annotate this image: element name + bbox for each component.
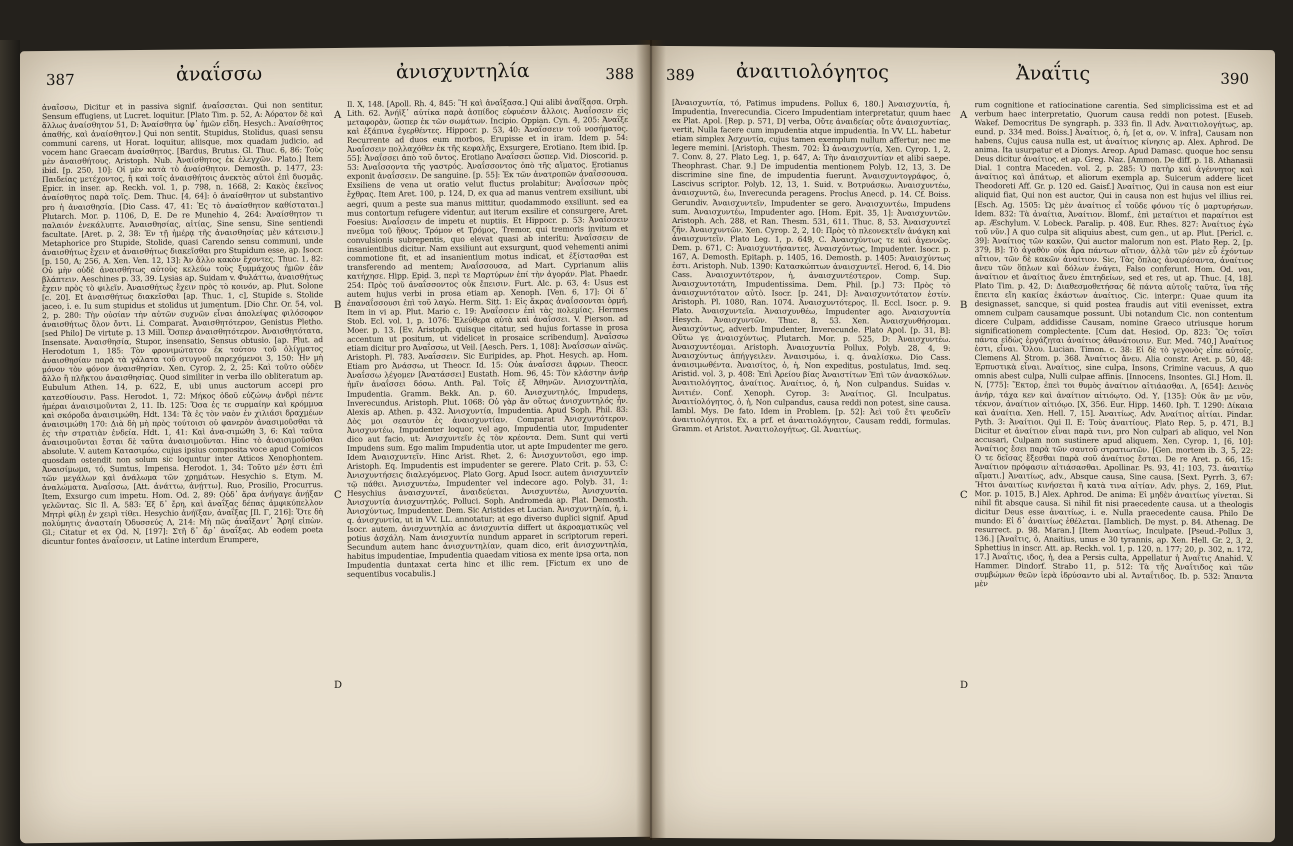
book-edge-shadow (0, 40, 20, 846)
left-page-header (46, 59, 634, 95)
margin-letter-d: D (334, 679, 343, 692)
right-column-2-text: rum cognitione et ratiocinatione carentia. Sed simplicissima est et ad verbum haec interpretatio, Quorum causa reddi non potest. [Euseb. Wakef. Democritus De syngraph. p. 333 fin. Il Adv. Ἀναιτιολογήτως, ap. eund. p. 334 med. Boiss.] Ἀναίτιος, ὁ, ἡ, [et α, ον. V. infra], Causam non habens, Cujus causa nulla est, ut ἀναίτιος κίνησις ap. Alex. Aphrod. De anima. Ita usurpatur et a Dionys. Areop. Apud Damasc. quoque hoc sensu Deus dicitur ἀναίτιος. et ap. Greg. Naz. [Ammon. De diff. p. 18. Athanasii Dial. 1 contra Maceden. vol. 2, p. 285: Ὁ πατὴρ καὶ ἀγέννητος καὶ ἀναίτιος καὶ ἀπάτωρ, et aliorum exempla ap. Suicerum addere licet Theodoreti Aff. Gr. p. 120 ed. Gaisf.] Ἀναίτιος, Qui in causa non est eiur aliquid fiat, Qui non est auctor, Qui in causa non est hujus vel illius rei. [Esch. Ag. 1505: Ὡς μὲν ἀναίτιος εἶ τοῦδε φόνου τίς ὁ μαρτυρήσων. Idem. 832: Τὰ ἀναίτια, Ἀναίτιον. Blomf., ἐπὶ μεταίτιοι et παραίτιοι est ap. Æschylum. V. Lobeck. Paralip. p. 408. Eur. Rhes. 827: Ἀναίτιος ἐγὼ τοῦ νῦν.] A quo culpa sit aliquius abest, cum gen., ut ap. Plut. [Pericl. c. 39]: Ἀναίτιος τῶν κακῶν, Qui auctor malorum non est. Plato Rep. 2, [p. 379, B]: Τὸ ἀγαθὸν οὐκ ἄρα πάντων αἴτιον, ἀλλὰ τῶν μὲν εὖ ἐχόντων αἴτιον, τῶν δὲ κακῶν ἀναίτιον. Sic, Τὰς ὅπλας ἀναιρέσαντα, ἀναίτιος ἄνευ τῶν ὅπλων καὶ δόλων ἐνάγει, Falso conferunt. Hom. Od. ναι, ἀναίτιον et ἀναίτιος ἄνευ ἐπιτηδείων, sed et res, ut ap. Thuc. [4, 18]. Plato Tim. p. 42, D: Διαθεσμοθετήσας δὲ πάντα αὐτοῖς ταῦτα, ἵνα τῆς ἔπειτα εἴη κακίας ἑκάστων ἀναίτιος. Cic. interpr.: Quae quum ita designasset, sancque, si quid postea fraudis aut vitii evenisset, extra omnem culpam causamque possunt. Ubi notandum Cic. non contentum dicere Culpam, addidisse Causam, nomine Graeco utriusque horum significationem complectente. [Cum dat. Hesiod. Op. 823: Ὃς τοῖσι πάντα εἰδὼς ἐργάζηται ἀναίτιος ἀθανάτοισιν. Eur. Med. 740.] Ἀναίτιος ἐστι, εἶναι. Ὅλου. Lucian. Timon. c. 38: Εἰ δὲ τὸ γεγονὸς εἶπε αὐτοῖς. Clemens Al. Strom. p. 368. Ἀναίτιος ἄνευ. Alia constr. Aret. p. 50, 48: Ἐρπυστικὰ εἶναι. Ἀναίτιος, sine culpa, Insons, Crimine vacuus, A quo omnis abest culpa, Nulli culpae affinis. [Innocens, Insontes. Gl.] Hom. Il. N, [775]: Ἕκτορ, ἐπεὶ τοι θυμὸς ἀναίτιον αἰτιάασθαι. Λ, [654]: Δεινὸς ἀνήρ, τάχα κεν καὶ ἀναίτιον αἰτιόῳτο. Od. Υ, [135]: Οὐκ ἂν με νῦν, τέκνον, ἀναίτιον αἰτιόῳο. [X, 356. Eur. Hipp. 1460. Iph. T. 1290: Δίκαια καὶ ἀναίτια. Xen. Hell. 7, 15]. Ἀναιτίως. Adv. Ἀναίτιος αἰτίαι. Pindar. Pyth. 3: Ἀναίτιοι. Qui Il. E: Τοὺς ἀναιτίους. Plato Rep. 5, p. 471, B.] Dicitur et ἀναίτιον εἶναι παρὰ τινι, pro Non culpari ab aliquo, vel Non accusari, Culpam non sustinere apud aliquem. Xen. Cyrop. 1, [6, 10]: Ἀναίτιος ἔσει παρὰ τῶν σαυτοῦ στρατιωτῶν. [Gen. mortem ib. 3, 5, 22: Ὁ τε δεῖσας ἔξεσθαι παρὰ σοῦ ἀναίτιος ἔσται. De re Aret. p. 66, 15: Ἀναίτιον πρόφασιν αἰτιάσασθαι. Apollinar. Ps. 93, 41; 103, 73. ἀναιτίῳ αἵματι.] Ἀναιτίως, adv., Absque causa, Sine causa. [Sext. Pyrrh. 3, 67: Ἥτοι ἀναιτίως κινήσεται ἢ κατὰ τινα αἰτίαν. Adv. phys. 2, 169, Plut. Mor. p. 1015, B.] Alex. Aphrod. De anima: Εἰ μηδὲν ἀναιτίως γίνεται. Si nihil fit absque causa. Si nihil fit nisi praecedente causa. ut a theologis dicitur Deus esse ἀναιτίως, i. e. Nulla praecedente causa. Philo De mundo: Εἰ δ᾽ ἀναιτίως ἐθέλεται. [Iamblich. De myst. p. 84. Athenag. De resurrect. p. 98. Maran.] [Item Ἀναιτίως, Inculpate. [Pseud.-Pollux 3, 136.] [Ἀναῖτις, ὁ, Anaitius, unus e 30 tyrannis, ap. Xen. Hell. Gr. 2, 3, 2. Sphettius in inscr. Att. ap. Reckh. vol. 1, p. 120, n. 177; 20, p. 302, n. 172, 17.] Ἀναΐτις, ιδος, ἡ, dea a Persis culta, Appellatur ἡ Ἀναΐτις Anahid. V. Hammer. Dindorf. Strabo 11, p. 512: Τὰ τῆς Ἀναΐτιδος καὶ τῶν συμβώμων θεῶν ἱερὰ ἱδρύσαντο ubi al. Ἀνταΐτιδος. Ib. p. 532: Ἅπαντα μὲν (974, 100, 1253, 589)
left-column-1 (42, 100, 323, 833)
headword-left-2: ἀνισχυντηλία (396, 59, 530, 84)
right-page-header (666, 60, 1249, 94)
headword-right-1: ἀναιτιολόγητος (736, 60, 889, 84)
margin-letter-a-right: A (960, 109, 968, 122)
left-page-columns (42, 97, 628, 833)
left-column-2-text: Il. X, 148. [Apoll. Rh. 4, 845: Ἢ καὶ ἀναΐξασα.] Qui alibi ἀναΐξασα. Orph. Lith. 62. Ἀνήϊξ᾽ αὐτίκα παρὰ ἀσπίδος εὐφυέσιν ἄλλοις. Ἀναΐσσειν εἰς μεταφορὰν, ὥσπερ ἐκ τῶν σωμάτων. Incipio. Oppian. Cyn. 4, 205: Ἀναΐξε καὶ ἐξάπινα ἐγερθέντες. Hippocr. p. 53, 40: Ἀναΐσσειν τοῦ νοσήματος. Recurrente ad duos eum morbos, Erupisse et in iram. Idem p. 54: Ἀναΐσσειν πολλαχόθεν ἐκ τῆς κεφαλῆς, Exsurgere, Erotiano. Item ibid. [p. 55]: Ἀναΐσσει ἀπὸ τοῦ ὄντος. Erotiano Ἀναΐσσει ὥσπερ. Vid. Dioscorid. p. 53: Ἀναΐσσοντα τῆς γαστρός. Ἀναΐσσοντος ὀπὸ τῆς αἵματος. Erotianus exponit ἀναΐσσειν. De sanguine. [p. 55]: Ἐκ τῶν ἀνατροπῶν ἀναΐσσουσα. Exsiliens de vena ut oratio velut fluctus prolabitur; Ἀναΐσσων πρὸς ἔχθρας. Item Aret. 100, p. 124, D, ex qua ad manus ventrem exsiliunt, ubi aegri, quum a peste sua manus mittitur, quodammodo exsiliunt. sed ea mus contortum refugere videntur, aut iterum exsilire et consurgere. Aret. Foesius: Ἀναΐσσειν de impetu et nuptiis. Et Hippocr. p. 53: Ἀναΐσσειν πνεῦμα τοῦ ἤθους. Τρόμον et Τρόμος, Tremor, qui tremoris invitum et convulsionis subrepentis, quo elevat quasi ab interitu: Ἀναΐσσειν de insanientibus dicitur. Nam exsiliunt aut exsurgunt, quod vehementi animi commotione fit, et ad insanientium motus indicat, et ἐξίστασθαι est transferendo ad mentem; Ἀναΐσσουσα, ad Mart. Cyprianum aliis κατήχησε. Hipp. Epid. 3, περὶ τε Μαρτύρων ἐπί τὴν ἀγοράν. Plat. Phaedr. 254: Πρὸς τοῦ ἀναΐσσοντος οὐκ ἔπεισιν. Furt. Alc. p. 63, 4: Usus est autem hujus verbi in prosa etiam ap. Xenoph. [Ven. 6, 17]: Οἱ δ᾽ ἐπαναΐσσουσι ἐπὶ τοῦ λαγὼ. Herm. Sitt. 1: Εἰς ἄκρας ἀναΐσσονται ὁρμή. Item in vi ap. Plut. Mario c. 19: Ἀναΐσσειν ἐπὶ τὰς πολεμίας. Hermes Stob. Ecl. vol. 1, p. 1076: Ἐλεύθερα αὐτὰ καὶ ἀναΐσσει. V. Pierson. ad Moer. p. 13. [Ev. Aristoph. quisque citatur, sed hujus fortasse in prosa accentum ut positum, ut videlicet in prosaice scribendum]. Ἀναΐσσω etiam dicitur pro Ἀναΐσσω, ut Veil. [Aesch. Pers. 1, 108]: Ἀναΐσσων αἰνῶς. Aristoph. Pl. 783. Ἀναΐσσειν. Sic Euripides, ap. Phot. Hesych. ap. Hom. Etiam pro Ἀνάσσω, ut Theocr. Id. 15: Οὐκ ἀναΐσσει ἄφρων. Theocr. Ἀναΐσσω λέγομεν [Ἀνατάσσει] Eustath. Hom. 96, 45: Τὸν κλάστην ἀνήρ ἡμῖν ἀναΐσσει δόσω. Anth. Pal. Τοῖς ἐξ Ἀθηνῶν. Ἀνισχυντηλία, Impudentia. Gramm. Bekk. An. p. 60. Ἀνισχυντηλός, Impudens, Inverecundus. Aristoph. Plut. 1068: Οὐ γὰρ ἂν οὕτως ἀνισχυντηλός ἦν. Alexis ap. Athen. p. 432. Ἀνισχυντία, Impudentia. Apud Soph. Phil. 83: Δὸς μοι σεαυτὸν ἐς ἀναισχυντίαν. Comparat Ἀνισχυντότερον. Ἀνισχυντέω, Impudenter loquor, vel ago, Impudentia utor, Impudenter dico aut facio, ut: Ἀνισχυντεῖν ἐς τὸν κρέοντα. Dem. Sunt qui verti Impudens sum. Ego malim Impudentia utor, ut apte Impudenter me gero. Idem Ἀναισχυντεῖν. Hinc Arist. Rhet. 2, 6: Ἀνισχυντοῦσι, ego imp. Aristoph. Eq. Impudentis est impudenter se gerere. Plato Crit. p. 53, C: Ἀνισχυντήσεις διαλεγόμενος. Plato Gorg. Apud Isocr. autem ἀνισχυντεῖν τῷ πάθει. Ἀνισχυντέω, Impudenter vel indecore ago. Polyb. 31, 1: Hesychius ἀναισχυντεῖ, ἀναιδεύεται. Ἀνισχυντέω, Ἀνισχυντία. Ἀνισχυντία ἀνισχυντηλός. Polluci. Soph. Andromeda ap. Plat. Demosth. Ἀνισχύντως, Impudenter. Dem. Sic Aristides et Lucian. Ἀνισχυντηλία, ἡ, i. q. ἀνισχυντία, ut in VV. LL. annotatur; at ego diverso duplici signif. Apud Isocr. autem, ἀνισχυντηλία ac ἀνισχυντία differt ut ἀκροαματικῶς vel potius ἀσχάλη. Nam ἀνισχυντία nundum apparet in scriptorum reperi. Secundum autem hanc ἀνισχυντηλίαν, quam dico, erit ἀνισχυντηλία, habitus impudentiae, Impudentia quaedam vitiosa ex mente ipsa orta, non Impudentia duntaxat certa hinc et illic rem. [Fictum ex uno de sequentibus vocabulis.] (347, 96, 628, 580)
left-page (20, 45, 650, 844)
left-column-2 (347, 97, 628, 830)
margin-letter-b: B (334, 299, 342, 312)
page-number-390: 390 (1220, 69, 1249, 89)
page-number-389: 389 (666, 65, 695, 85)
headword-left-1: ἀναΐσσω (176, 62, 263, 86)
headword-right-2: Ἀναΐτις (1016, 62, 1091, 85)
margin-letter-c: C (334, 489, 342, 502)
margin-letter-d-right: D (960, 679, 969, 692)
left-column-1-text: ἀναΐσσω, Dicitur et in passiva signif. ἀναΐσσεται. Qui non sentitur, Sensum effugiens, ut Lucret. loquitur. [Plato Tim. p. 52, A: Ἀόρατον δὲ καὶ ἄλλως ἀναίσθητον 51, D: Ἀναίσθητα ὑφ᾽ ἡμῶν εἴδη. Hesych.: Ἀναίσθητος ἀπαθής, καὶ ἀναίσθητον.] Qui non sentit, Stupidus, Stolidus, quasi sensu communi carens, ut Horat. loquitur, aliisque, mox quadam judicio, ad vocem hanc Graecam ἀναίσθητος. [Bardus, Brutus. Gl. Thuc. 6, 86: Τοὺς μὲν ἀναισθήτους. Aristoph. Nub. Ἀναίσθητος ἐκ ἐλεγχῶν. Plato.] Item ibid. [p. 250, 10]: Οἱ μὲν κατὰ τὸ ἀναίσθητον. Demosth. p. 1477, 23: Παιδείας μετέχοντος, ἢ καὶ τοῖς ἀναισθήτοις ἀνεκτὸς αὐτοὶ ἐπὶ δυσμᾶς. Epicr. in inser. ap. Reckh. vol. 1, p. 798, n. 1668, 2: Κακὸς ἐκεῖνος ἀναίσθητος παρὰ τοῖς. Dem. Thuc. [4, 64]: ὁ ἀναίσθητον ut substantivo pro ἡ ἀναισθησία. [Dio Cass. 47, 41: Ἐς τὸ ἀναίσθητον καθίσταται.] Plutarch. Mor. p. 1106, D, E. De re Munehio 4, 264: Ἀναίσθητον τι παλαιόν ἐνεκάλυπτε. Ἀναισθησίας, αἰτίας, Sine sensu, Sine sentiendi facultate. [Aret. p. 2, 38: Ἐν τῇ ἡμέρᾳ τῆς ἀναισθησίας μὲν κάτεισιν.] Metaphorice pro Stupide, Stolide, quasi Carendo sensu communi, unde ἀναισθήτως ἔχειν et ἀναισθήτως διακεῖσθαι pro Stupidum esse, ap. Isocr. [p. 150, A; 256, A. Xen. Ven. 12, 13]: Ἀν ἄλλο κακὸν ἔχοντες. Thuc. 1, 82: Οὐ μὴν οὐδὲ ἀναισθήτως αὐτοὺς κελεύω τοὺς ξυμμάχους ἡμῶν ἐᾶν βλάπτειν. Aeschines p. 33, 39. Lysias ap. Suidam v. Φυλάττω, ἀναισθήτως ἔχειν πρὸς τὸ φιλεῖν. Ἀναισθήτως ἔχειν πρὸς τὸ κοινόν, ap. Plut. Solone [c. 20]. Et ἀναισθήτως διακεῖσθαι [ap. Thuc. 1, c], Stupide s. Stolide jaceo, i. e. Iu sum stupidus et stolidus ut jumentum. [Dio Chr. Or. 54, vol. 2, p. 280: Τὴν οὐσίαν τὴν αὐτῶν συχνῶν εἶναι ἀπολείψας φιλόσοφον ἀναισθήτως ὅλον ὄντι. Li. Comparat. Ἀναισθητότερον, Genistus Pletho. [sed Philo] De virtute p. 13 Mill. Ὅσπερ ἀναισθητότερον. Ἀναισθητότατα, Insensate. Ἀναισθησία, Stupor, insensatio, Sensus obtusio. [ap. Plut. ad Herodotum 1, 185: Τὸν φρονιμώτατον ἐκ τούτου τοῦ ὀλίγματος ἀναισθησίαν παρὰ τὰ γάλατα τοῦ στυγνοῦ παρεχόμενοι 3, 150: Ἦν μὴ μόνον τὸν φόνον ἀναισθησίαν. Xen. Cyrop. 2, 2, 25: Καὶ τοῦτο οὐδὲν ἄλλο ἢ πλῆκτου ἀναισθησίας. Quod similiter in verba illo obliteratum ap. Eubulum Athen. 14, p. 622, E, ubi unus auctorum accepi pro κατεσθίουσιν. Pass. Herodot. 1, 72: Μήκος ὁδοῦ εὐζώνῳ ἀνδρὶ πέντε ἡμέραι ἀναισιμοῦνται 2, 11. Ib. 125: Ὅσα ἐς τε συρμαίην καὶ κρόμμυα καὶ σκόροδα ἀναισιμώθη. Hdt. 134: Τὰ ἐς τὸν ναὸν ἐν χιλιάσι δραχμέων ἀναισιμώθη 170: Διὰ δὴ μὴ πρὸς τούτοισι οὐ φανερὸν ἀνασιμοῦσθαι τὰ ἐς τὴν στρατιὰν ἐνδεία. Hdt. 1, 41: Καὶ ἀνα-σιμώθη 3, 6: Καὶ ταῦτα ἀναισιμοῦνται ἔσται δὲ ταῦτα ἀναισιμοῦνται. Hinc τὸ ἀναισιμοῦσθαι absolute. V. autem Κατασιμόω, cujus ipsius composita voce apud Comicos quosdam ostendit non solum sic loquntur inter Atticos Xenophontem. Ἀναισίμωμα, τό, Sumtus, Impensa. Herodot. 1, 34: Τοῦτο μέν ἐστι ἐπὶ τῶν μεγάλων καὶ ἀνάλωμα τῶν χρημάτων. Hesychio s. Etym. M. ἀναλώματα. Ἀναΐσσω, [Att. ἀνάττω, ἀνῄττω]. Ruo, Prosilio, Procurrus. Item, Exsurgo cum impetu. Hom. Od. 2, 89: Οὐδ᾽ ἄρα ἀνήγαγε ἀνῄξαν γελῶντας. Sic Il. A, 583: Ἐξ δ᾽ ἔρη, καὶ ἀναΐξας δέπας ἀμφικύπελλον Μητρὶ φίλῃ ἐν χειρὶ τίθει. Hesychio ἀνήϊξαν, ἀναΐξας [Il. Γ, 216]: Ὅτε δὴ πολύμητις ἀνασταίη Ὀδυσσεύς Λ, 214: Μὴ πῶς ἀναΐξαντ᾽ Ἄρηϊ εἰπὼν. Gl.; Citatur et ex Od. N, [197]: Στῆ δ᾽ ἄρ᾽ ἀναΐξας. Ab eodem poeta dicuntur fontes ἀναΐσσειν, ut Latine interdum Erumpere, (42, 100, 323, 547)
margin-letter-a: A (334, 109, 342, 122)
margin-letter-b-right: B (960, 299, 968, 312)
margin-letter-c-right: C (960, 489, 968, 502)
right-column-1 (672, 98, 951, 830)
right-column-1-text: [Ἀναισχυντία, τό, Patimus impudens. Pollux 6, 180.] Ἀναισχυντία, ἡ, Impudentia, Inverecundia. Cicero Impudentiam interpretatur, quum haec ex Plat. Apol. [Rep. p. 571, D] verba, Οὔτε ἀναιδείας οὔτε ἀναισχυντίας, vertit, Nulla facere cum impudentia atque impudentia. In VV. LL. habetur etiam simplex Ἀσχυντία, cujus tamen exemplum nullum affertur, nec me legere memini. [Aristoph. Thesm. 702: Ὦ ἀναισχυντία, Xen. Cyrop. 1, 2, 7. Conv. 8, 27. Plato Leg. 1, p. 647, A: Τὴν ἀναισχυντίαν et alibi saepe. Theophrast. Char. 9.] De impudentia mentionem Polyb. 12, 13, 3. De discrimine sine fine, de impudentia fuerunt. Ἀναισχυντογράφος, ὁ, Lascivus scriptor. Polyb. 12, 13, 1. Suid. v. Βοτρυάσκω. Ἀναισχυντέω, ἀναισχυντῶ, ἐω, Inverecunda peragens. Proclus Anecd. p. 14. Cf. Boiss. Gerundiv. Ἀναισχυντεῖν, Impudenter se gero. Ἀναισχυντέω, Impudens sum. Ἀναισχυντέω, Impudenter ago. [Hom. Epit. 35, 1]: Ἀναισχυντῶν. Aristoph. Ach. 288, et Ran. Thesm. 531, 611. Thuc. 8, 53. Ἀναισχυντεῖ ζῆν. Ἀναισχυντῶν. Xen. Cyrop. 2, 2, 10: Πρὸς τὸ πλεονεκτεῖν ἀνάγκη καὶ ἀναισχυντεῖν. Plato Leg. 1, p. 649, C. Ἀναισχύντως τε καὶ ἀγεννῶς. Dem. p. 671, C: Ἀναισχυντήσαντες. Ἀναισχύντως, Impudenter. Isocr. p. 167, A. Demosth. Epitaph. p. 1405, 16. Demosth. p. 1405: Ἀναισχύντως ἐστι. Aristoph. Nub. 1390: Κατασκώπτων ἀναισχυντεῖ. Herod. 6, 14. Dio Cass. Ἀναισχυντότερον, ἡ, ἀναισχυντέστερον. Comp. Sup. Ἀναισχυντοτάτη, Impudentissima. Dem. Phil. [p.] 73: Πρὸς τὸ ἀναισχυντότατον αὐτὸ. Isocr. [p. 241, D]: Ἀναισχυντότατον ἐστίν. Aristoph. Pl. 1080, Ran. 1074. Ἀναισχυντότερος. Il. Eccl. Isocr. p. 9. Plato. Ἀναισχυντεῖα. Ἀναισχυνθέω, Impudenter ago. Ἀναισχυντία Hesych. Ἀναισχυντῶν. Thuc. 8, 53. Xen. Ἀναισχυνθήσομαι. Ἀναισχύντως, adverb. Impudenter, Inverecunde. Plato Apol. [p. 31, B]: Οὕτω γε ἀναισχύντως. Plutarch. Mor. p. 525, D: Ἀναισχυντέω. Ἀναισχυντέομαι. Aristoph. Ἀναισχυντία Pollux. Polyb. 28, 4, 9: Ἀναισχύντως ἀπήγγειλεν. Ἀναισιμόω, i. q. ἀναλίσκω. Dio Cass. ἀναισιμωθέντα. Ἀναισίτος, ὁ, ἡ, Non expeditus, postulatus, Imd. seq. Aristid. vol. 3, p. 408: Ἐπὶ Ἀρείου βίας Ἀναιστίτων Ἐπὶ τῶν ἀνασκόλων. Ἀναιτιολόγητος, ἀναίτιος. Ἀναίτιος, ὁ, ἡ, Non culpandus. Suidas v. Ἀνιτιέν. Conf. Xenoph. Cyrop. 3: Ἀναίτιος. Gl. Inculpatus. Ἀναιτίολόγητος, ὁ, ἡ, Non culpandus, causa reddi non potest, sine causa. Iambl. Mys. De fato. Idem in Problem. [p. 52]: Ἀεὶ τοῦ ἔτι ψευδεῖν ἀναιτιολόγητοι. Ex. a prf. et ἀναιτιολόγητον, Causam reddi, formulas. Gramm. et Aristot. Ἀναιτιολογήτως. Gl. Ἀναιτίως. (672, 97, 951, 434)
right-page-columns (672, 98, 1253, 832)
right-column-2 (975, 100, 1254, 832)
page-number-387: 387 (46, 70, 75, 90)
right-page (650, 46, 1275, 842)
page-number-388: 388 (605, 64, 634, 84)
